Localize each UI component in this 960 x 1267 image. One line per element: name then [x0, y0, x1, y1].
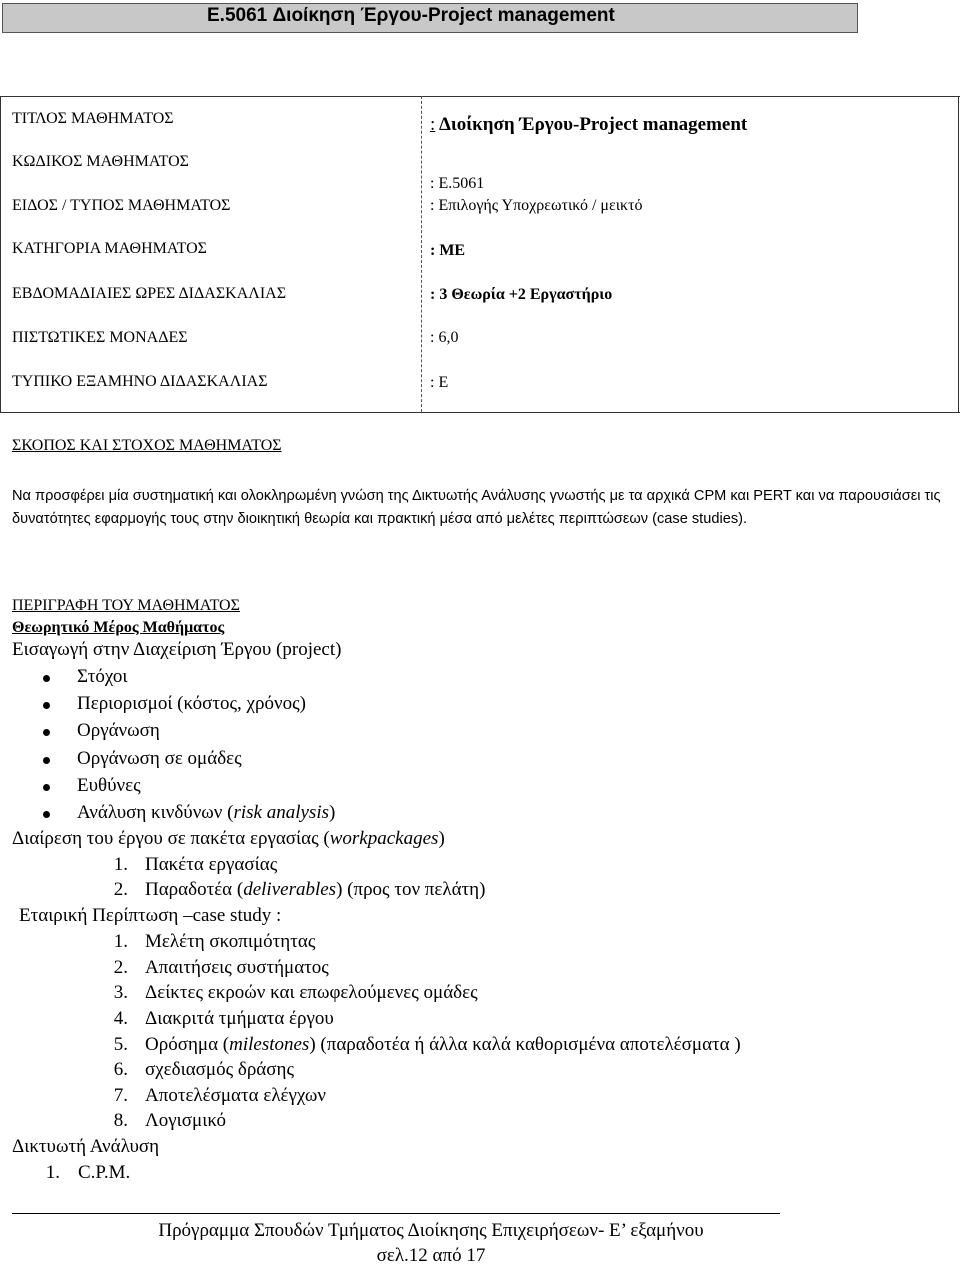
document-title	[207, 5, 615, 27]
footer-rule	[12, 1213, 780, 1214]
table-border-right	[958, 96, 959, 412]
item-number: 5.	[113, 1034, 128, 1055]
list-item: Οργάνωση σε ομάδες	[77, 748, 242, 769]
list-item-risk: Ανάλυση κινδύνων (risk analysis)	[77, 802, 336, 823]
list-item: Οργάνωση	[77, 720, 160, 741]
table-column-divider	[421, 96, 422, 412]
bullet-dot	[43, 811, 50, 818]
intro-line: Εισαγωγή στην Διαχείριση Έργου (project)	[12, 639, 342, 660]
course-code: E.5061	[207, 5, 268, 26]
list-item: Μελέτη σκοπιμότητας	[145, 931, 316, 952]
item-number: 1.	[113, 931, 128, 952]
label-category: ΚΑΤΗΓΟΡΙΑ ΜΑΘΗΜΑΤΟΣ	[12, 240, 207, 257]
list-item: Λογισμικό	[145, 1110, 226, 1131]
label-type: ΕΙΔΟΣ / ΤΥΠΟΣ ΜΑΘΗΜΑΤΟΣ	[12, 197, 231, 214]
item-number: 3.	[113, 982, 128, 1003]
item-number: 6.	[113, 1059, 128, 1080]
label-weekly-hours: ΕΒΔΟΜΑΔΙΑΙΕΣ ΩΡΕΣ ΔΙΔΑΣΚΑΛΙΑΣ	[12, 285, 287, 302]
label-semester: ΤΥΠΙΚΟ ΕΞΑΜΗΝΟ ΔΙΔΑΣΚΑΛΙΑΣ	[12, 373, 268, 390]
table-border-bottom	[0, 412, 960, 413]
case-study-line: Εταιρική Περίπτωση –case study :	[19, 905, 282, 926]
value-weekly-hours: : 3 Θεωρία +2 Εργαστήριο	[430, 286, 613, 303]
item-number: 8.	[113, 1110, 128, 1131]
footer-program: Πρόγραμμα Σπουδών Τμήματος Διοίκησης Επιχειρήσεων- Ε’ εξαμήνου	[158, 1220, 704, 1241]
list-item: Περιορισμοί (κόστος, χρόνος)	[77, 693, 306, 714]
list-item: Πακέτα εργασίας	[145, 854, 278, 875]
value-category: : ΜΕ	[430, 242, 466, 259]
list-item: Δείκτες εκροών και επωφελούμενες ομάδες	[145, 982, 478, 1003]
bullet-dot	[43, 675, 50, 682]
value-title: : Διοίκηση Έργου-Project management	[430, 114, 748, 135]
item-number: 1.	[113, 854, 128, 875]
item-number: 2.	[113, 879, 128, 900]
list-item-deliverables: Παραδοτέα (deliverables) (προς τον πελάτη)	[145, 879, 486, 900]
list-item: Στόχοι	[77, 666, 128, 687]
value-type: : Επιλογής Υποχρεωτικό / μεικτό	[430, 197, 643, 214]
theory-subheading: Θεωρητικό Μέρος Μαθήματος	[12, 619, 225, 636]
list-item: Ευθύνες	[77, 775, 141, 796]
page-number: σελ.12 από 17	[376, 1245, 486, 1266]
bullet-dot	[43, 729, 50, 736]
list-item: Απαιτήσεις συστήματος	[145, 957, 329, 978]
list-item: σχεδιασμός δράσης	[145, 1059, 294, 1080]
item-number: 7.	[113, 1085, 128, 1106]
goal-heading: ΣΚΟΠΟΣ ΚΑΙ ΣΤΟΧΟΣ ΜΑΘΗΜΑΤΟΣ	[12, 437, 282, 454]
table-border-top	[0, 96, 960, 97]
description-heading: ΠΕΡΙΓΡΑΦΗ ΤΟΥ ΜΑΘΗΜΑΤΟΣ	[12, 597, 240, 614]
list-item: Αποτελέσματα ελέγχων	[145, 1085, 327, 1106]
wbs-line: Διαίρεση του έργου σε πακέτα εργασίας (workpackages)	[12, 828, 445, 849]
item-number: 2.	[113, 957, 128, 978]
network-analysis-line: Δικτυωτή Ανάλυση	[12, 1136, 160, 1157]
list-item: Διακριτά τμήματα έργου	[145, 1008, 334, 1029]
item-number: 1.	[45, 1162, 60, 1183]
label-title: ΤΙΤΛΟΣ ΜΑΘΗΜΑΤΟΣ	[12, 110, 174, 127]
table-border-left	[0, 96, 1, 412]
item-number: 4.	[113, 1008, 128, 1029]
list-item-milestones: Ορόσημα (milestones) (παραδοτέα ή άλλα καλά καθορισμένα αποτελέσματα )	[145, 1034, 741, 1055]
label-code: ΚΩΔΙΚΟΣ ΜΑΘΗΜΑΤΟΣ	[12, 153, 189, 170]
goal-text: Να προσφέρει μία συστηματική και ολοκληρωμένη γνώση της Δικτυωτής Ανάλυσης γνωστής με τα αρχικά CPM και PERT και να παρουσιάσει τις δυνατότητες εφαρμογής τους στην διοικητική θεωρία και πρακτική μέσα από μελέτες περιπτώσεων (case studies).	[12, 488, 941, 527]
value-credits: : 6,0	[430, 329, 459, 346]
bullet-dot	[43, 757, 50, 764]
value-semester: : Ε	[430, 374, 449, 391]
label-credits: ΠΙΣΤΩΤΙΚΕΣ ΜΟΝΑΔΕΣ	[12, 329, 188, 346]
course-title: Διοίκηση Έργου-Project management	[272, 5, 615, 26]
bullet-dot	[43, 702, 50, 709]
bullet-dot	[43, 784, 50, 791]
list-item: C.P.M.	[78, 1162, 131, 1183]
value-code: : E.5061	[430, 175, 485, 192]
